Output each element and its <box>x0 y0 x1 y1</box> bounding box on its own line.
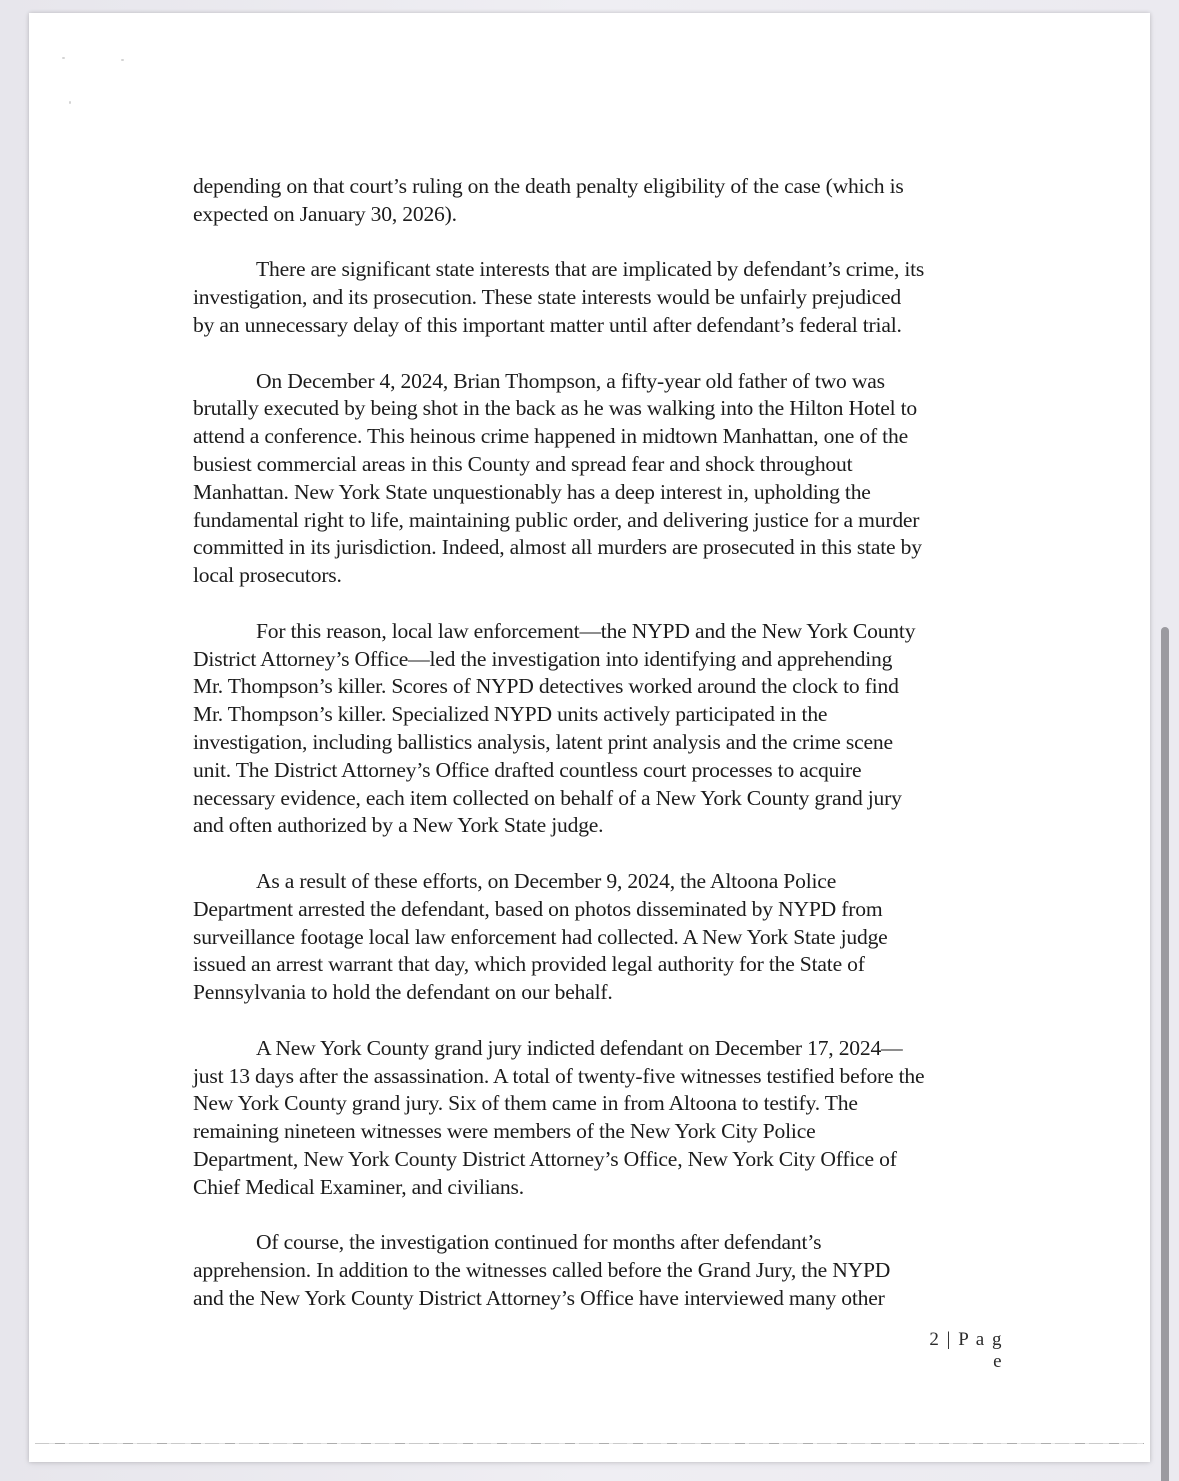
text-line: busiest commercial areas in this County and spread fear and shock throughout <box>193 451 853 476</box>
footer-rule <box>35 1443 1144 1444</box>
text-line: Of course, the investigation continued for months after defendant’s <box>256 1230 822 1255</box>
text-line: Pennsylvania to hold the defendant on our behalf. <box>193 980 613 1005</box>
text-line: On December 4, 2024, Brian Thompson, a fifty-year old father of two was <box>256 368 885 393</box>
text-line: local prosecutors. <box>193 563 342 588</box>
paragraph <box>193 1035 1013 1202</box>
document-page <box>29 13 1150 1462</box>
text-line: issued an arrest warrant that day, which provided legal authority for the State of <box>193 952 865 977</box>
text-line: For this reason, local law enforcement—the NYPD and the New York County <box>256 618 916 643</box>
scrollbar-thumb[interactable] <box>1161 627 1169 1481</box>
paragraph <box>193 868 1013 1007</box>
document-body <box>193 173 1013 1340</box>
paragraph <box>193 173 1013 229</box>
paragraph <box>193 618 1013 840</box>
vertical-scrollbar[interactable] <box>1156 0 1174 1481</box>
paragraph <box>193 368 1013 590</box>
text-line: As a result of these efforts, on December 9, 2024, the Altoona Police <box>256 868 837 893</box>
text-line: New York County grand jury. Six of them came in from Altoona to testify. The <box>193 1091 858 1116</box>
text-line: A New York County grand jury indicted defendant on December 17, 2024— <box>256 1035 903 1060</box>
text-line: Chief Medical Examiner, and civilians. <box>193 1174 524 1199</box>
text-line: fundamental right to life, maintaining public order, and delivering justice for a murder <box>193 507 920 532</box>
text-line: investigation, including ballistics analysis, latent print analysis and the crime scene <box>193 729 893 754</box>
text-line: There are significant state interests that are implicated by defendant’s crime, its <box>256 257 925 282</box>
page-number: 2 | P a g e <box>929 1329 1003 1372</box>
text-line: Mr. Thompson’s killer. Specialized NYPD units actively participated in the <box>193 702 828 727</box>
scan-artifact <box>121 59 124 61</box>
text-line: just 13 days after the assassination. A total of twenty-five witnesses testified before the <box>193 1063 925 1088</box>
text-line: committed in its jurisdiction. Indeed, almost all murders are prosecuted in this state by <box>193 535 922 560</box>
text-line: surveillance footage local law enforcement had collected. A New York State judge <box>193 924 888 949</box>
text-line: Department, New York County District Attorney’s Office, New York City Office of <box>193 1146 897 1171</box>
text-line: brutally executed by being shot in the back as he was walking into the Hilton Hotel to <box>193 396 918 421</box>
text-line: apprehension. In addition to the witnesses called before the Grand Jury, the NYPD <box>193 1258 891 1283</box>
text-line: and the New York County District Attorney’s Office have interviewed many other <box>193 1285 885 1310</box>
text-line: District Attorney’s Office—led the investigation into identifying and apprehending <box>193 646 893 671</box>
paragraph <box>193 256 1013 339</box>
text-line: remaining nineteen witnesses were members of the New York City Police <box>193 1119 816 1144</box>
text-line: expected on January 30, 2026). <box>193 201 457 226</box>
text-line: and often authorized by a New York State judge. <box>193 813 604 838</box>
text-line: Manhattan. New York State unquestionably has a deep interest in, upholding the <box>193 479 871 504</box>
text-line: Mr. Thompson’s killer. Scores of NYPD detectives worked around the clock to find <box>193 674 899 699</box>
text-line: necessary evidence, each item collected on behalf of a New York County grand jury <box>193 785 902 810</box>
paragraph <box>193 1229 1013 1312</box>
text-line: depending on that court’s ruling on the death penalty eligibility of the case (which is <box>193 174 904 198</box>
scan-artifact <box>62 57 65 59</box>
text-line: unit. The District Attorney’s Office drafted countless court processes to acquire <box>193 757 862 782</box>
text-line: attend a conference. This heinous crime happened in midtown Manhattan, one of the <box>193 424 908 449</box>
text-line: investigation, and its prosecution. These state interests would be unfairly prejudiced <box>193 285 902 310</box>
scan-artifact <box>69 101 71 104</box>
text-line: Department arrested the defendant, based on photos disseminated by NYPD from <box>193 896 883 921</box>
text-line: by an unnecessary delay of this important matter until after defendant’s federal trial. <box>193 312 902 337</box>
